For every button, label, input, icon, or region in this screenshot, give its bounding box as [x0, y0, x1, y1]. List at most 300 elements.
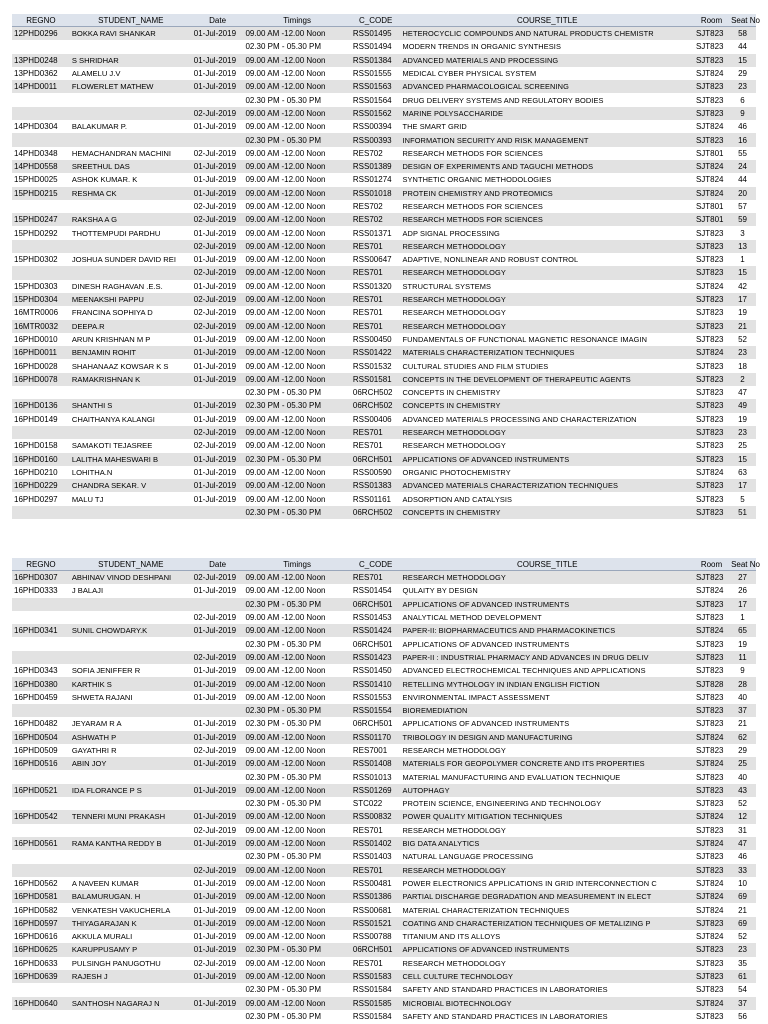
- course-code-cell: RSS01410: [351, 677, 401, 690]
- table-row: [12, 133, 756, 146]
- timings-cell: 09.00 AM -12.00 Noon: [243, 306, 350, 319]
- seat-no-cell: 69: [729, 890, 756, 903]
- regno-cell: [12, 850, 70, 863]
- regno-cell: [12, 386, 70, 399]
- table-row: [12, 54, 756, 67]
- room-cell: SJT823: [694, 54, 729, 67]
- date-cell: 01-Jul-2019: [192, 359, 244, 372]
- date-cell: 01-Jul-2019: [192, 757, 244, 770]
- date-cell: 01-Jul-2019: [192, 160, 244, 173]
- regno-cell: 16PHD0333: [12, 584, 70, 597]
- student-name-cell: SUNIL CHOWDARY.K: [70, 624, 192, 637]
- regno-cell: [12, 704, 70, 717]
- regno-cell: 15PHD0247: [12, 213, 70, 226]
- date-cell: 02-Jul-2019: [192, 744, 244, 757]
- room-cell: SJT824: [694, 187, 729, 200]
- course-title-cell: APPLICATIONS OF ADVANCED INSTRUMENTS: [400, 453, 693, 466]
- room-cell: SJT823: [694, 864, 729, 877]
- timings-cell: 09.00 AM -12.00 Noon: [243, 426, 350, 439]
- course-title-cell: ADVANCED ELECTROCHEMICAL TECHNIQUES AND APPLICATIONS: [400, 664, 693, 677]
- regno-cell: 12PHD0296: [12, 27, 70, 41]
- room-cell: SJT824: [694, 997, 729, 1010]
- student-name-cell: THOTTEMPUDI PARDHU: [70, 226, 192, 239]
- seat-no-cell: 15: [729, 266, 756, 279]
- regno-cell: 15PHD0025: [12, 173, 70, 186]
- room-cell: SJT823: [694, 957, 729, 970]
- table-row: [12, 651, 756, 664]
- regno-cell: 16PHD0582: [12, 903, 70, 916]
- date-cell: 01-Jul-2019: [192, 54, 244, 67]
- room-cell: SJT823: [694, 386, 729, 399]
- seat-no-cell: 11: [729, 651, 756, 664]
- header-timings: Timings: [243, 14, 350, 27]
- seat-no-cell: 44: [729, 173, 756, 186]
- regno-cell: 16PHD0297: [12, 492, 70, 505]
- student-name-cell: ASHOK KUMAR. K: [70, 173, 192, 186]
- date-cell: 01-Jul-2019: [192, 80, 244, 93]
- table-row: [12, 147, 756, 160]
- timings-cell: 09.00 AM -12.00 Noon: [243, 784, 350, 797]
- student-name-cell: AKKULA MURALI: [70, 930, 192, 943]
- room-cell: SJT823: [694, 492, 729, 505]
- room-cell: SJT823: [694, 637, 729, 650]
- table-row: [12, 466, 756, 479]
- timings-cell: 09.00 AM -12.00 Noon: [243, 611, 350, 624]
- regno-cell: 16PHD0078: [12, 373, 70, 386]
- regno-cell: 16PHD0597: [12, 917, 70, 930]
- regno-cell: [12, 40, 70, 53]
- student-name-cell: HEMACHANDRAN MACHINI: [70, 147, 192, 160]
- student-name-cell: A NAVEEN KUMAR: [70, 877, 192, 890]
- course-code-cell: RSS01563: [351, 80, 401, 93]
- regno-cell: 16PHD0633: [12, 957, 70, 970]
- timings-cell: 09.00 AM -12.00 Noon: [243, 731, 350, 744]
- course-code-cell: 06RCH501: [351, 637, 401, 650]
- course-code-cell: 06RCH501: [351, 717, 401, 730]
- timings-cell: 09.00 AM -12.00 Noon: [243, 466, 350, 479]
- student-name-cell: RESHMA CK: [70, 187, 192, 200]
- regno-cell: 16PHD0158: [12, 439, 70, 452]
- regno-cell: [12, 864, 70, 877]
- timings-cell: 09.00 AM -12.00 Noon: [243, 359, 350, 372]
- seat-no-cell: 23: [729, 346, 756, 359]
- course-title-cell: ANALYTICAL METHOD DEVELOPMENT: [400, 611, 693, 624]
- table-row: [12, 890, 756, 903]
- timings-cell: 02.30 PM - 05.30 PM: [243, 983, 350, 996]
- date-cell: 01-Jul-2019: [192, 970, 244, 983]
- room-cell: SJT823: [694, 80, 729, 93]
- student-name-cell: THIYAGARAJAN K: [70, 917, 192, 930]
- room-cell: SJT823: [694, 266, 729, 279]
- table-row: [12, 213, 756, 226]
- date-cell: 02-Jul-2019: [192, 651, 244, 664]
- room-cell: SJT823: [694, 240, 729, 253]
- room-cell: SJT823: [694, 691, 729, 704]
- regno-cell: 16PHD0509: [12, 744, 70, 757]
- table-row: [12, 67, 756, 80]
- header-course-code: C_CODE: [351, 14, 401, 27]
- timings-cell: 09.00 AM -12.00 Noon: [243, 346, 350, 359]
- seat-no-cell: 40: [729, 770, 756, 783]
- course-title-cell: MATERIAL CHARACTERIZATION TECHNIQUES: [400, 903, 693, 916]
- room-cell: SJT823: [694, 744, 729, 757]
- date-cell: [192, 386, 244, 399]
- table-row: [12, 266, 756, 279]
- course-title-cell: PARTIAL DISCHARGE DEGRADATION AND MEASUREMENT IN ELECT: [400, 890, 693, 903]
- date-cell: 01-Jul-2019: [192, 717, 244, 730]
- course-code-cell: STC022: [351, 797, 401, 810]
- table-row: [12, 970, 756, 983]
- date-cell: [192, 983, 244, 996]
- course-code-cell: RES701: [351, 957, 401, 970]
- date-cell: 02-Jul-2019: [192, 240, 244, 253]
- room-cell: SJT801: [694, 200, 729, 213]
- course-code-cell: RSS01422: [351, 346, 401, 359]
- course-title-cell: MODERN TRENDS IN ORGANIC SYNTHESIS: [400, 40, 693, 53]
- seat-no-cell: 25: [729, 439, 756, 452]
- date-cell: 01-Jul-2019: [192, 877, 244, 890]
- course-title-cell: RESEARCH METHODOLOGY: [400, 571, 693, 585]
- course-code-cell: RSS00590: [351, 466, 401, 479]
- course-code-cell: RSS00406: [351, 413, 401, 426]
- course-title-cell: SAFETY AND STANDARD PRACTICES IN LABORATORIES: [400, 1010, 693, 1023]
- student-name-cell: [70, 704, 192, 717]
- timings-cell: 09.00 AM -12.00 Noon: [243, 253, 350, 266]
- seat-no-cell: 54: [729, 983, 756, 996]
- course-code-cell: RSS00832: [351, 810, 401, 823]
- date-cell: 01-Jul-2019: [192, 280, 244, 293]
- timings-cell: 09.00 AM -12.00 Noon: [243, 147, 350, 160]
- student-name-cell: ARUN KRISHNAN M P: [70, 333, 192, 346]
- course-code-cell: RSS01371: [351, 226, 401, 239]
- student-name-cell: ASHWATH P: [70, 731, 192, 744]
- course-title-cell: TRIBOLOGY IN DESIGN AND MANUFACTURING: [400, 731, 693, 744]
- regno-cell: [12, 240, 70, 253]
- regno-cell: [12, 797, 70, 810]
- course-title-cell: RESEARCH METHODOLOGY: [400, 439, 693, 452]
- student-name-cell: [70, 107, 192, 120]
- course-code-cell: RSS01584: [351, 983, 401, 996]
- course-code-cell: 06RCH501: [351, 943, 401, 956]
- header-regno: REGNO: [12, 558, 70, 571]
- date-cell: 01-Jul-2019: [192, 691, 244, 704]
- date-cell: [192, 93, 244, 106]
- seat-no-cell: 51: [729, 506, 756, 519]
- timings-cell: 02.30 PM - 05.30 PM: [243, 704, 350, 717]
- header-course-title: COURSE_TITLE: [400, 558, 693, 571]
- table-row: [12, 200, 756, 213]
- seat-no-cell: 18: [729, 359, 756, 372]
- room-cell: SJT823: [694, 413, 729, 426]
- seat-no-cell: 15: [729, 54, 756, 67]
- date-cell: 01-Jul-2019: [192, 664, 244, 677]
- seat-no-cell: 59: [729, 213, 756, 226]
- seat-no-cell: 9: [729, 664, 756, 677]
- table-row: [12, 439, 756, 452]
- seat-no-cell: 43: [729, 784, 756, 797]
- regno-cell: 14PHD0304: [12, 120, 70, 133]
- regno-cell: [12, 598, 70, 611]
- date-cell: 02-Jul-2019: [192, 320, 244, 333]
- date-cell: 02-Jul-2019: [192, 107, 244, 120]
- table-row: [12, 1010, 756, 1023]
- regno-cell: 15PHD0292: [12, 226, 70, 239]
- seat-no-cell: 62: [729, 731, 756, 744]
- date-cell: 01-Jul-2019: [192, 399, 244, 412]
- seat-no-cell: 13: [729, 240, 756, 253]
- room-cell: SJT823: [694, 571, 729, 585]
- timings-cell: 09.00 AM -12.00 Noon: [243, 677, 350, 690]
- course-code-cell: RSS00450: [351, 333, 401, 346]
- course-code-cell: 06RCH501: [351, 598, 401, 611]
- course-code-cell: RSS01274: [351, 173, 401, 186]
- course-code-cell: RSS01013: [351, 770, 401, 783]
- seat-no-cell: 24: [729, 160, 756, 173]
- table-row: [12, 80, 756, 93]
- timings-cell: 09.00 AM -12.00 Noon: [243, 997, 350, 1010]
- date-cell: 01-Jul-2019: [192, 731, 244, 744]
- table-row: [12, 930, 756, 943]
- timings-cell: 02.30 PM - 05.30 PM: [243, 598, 350, 611]
- regno-cell: [12, 637, 70, 650]
- seat-no-cell: 23: [729, 80, 756, 93]
- header-room: Room: [694, 558, 729, 571]
- course-code-cell: RSS01384: [351, 54, 401, 67]
- date-cell: 01-Jul-2019: [192, 479, 244, 492]
- course-title-cell: PROTEIN CHEMISTRY AND PROTEOMICS: [400, 187, 693, 200]
- course-title-cell: MICROBIAL BIOTECHNOLOGY: [400, 997, 693, 1010]
- table-row: [12, 373, 756, 386]
- regno-cell: 15PHD0303: [12, 280, 70, 293]
- header-date: Date: [192, 14, 244, 27]
- timings-cell: 09.00 AM -12.00 Noon: [243, 54, 350, 67]
- seat-no-cell: 69: [729, 917, 756, 930]
- course-title-cell: RESEARCH METHODOLOGY: [400, 306, 693, 319]
- schedule-body-1: [12, 27, 756, 519]
- student-name-cell: JEYARAM R A: [70, 717, 192, 730]
- room-cell: SJT828: [694, 677, 729, 690]
- course-code-cell: RSS01423: [351, 651, 401, 664]
- table-row: [12, 386, 756, 399]
- student-name-cell: ABIN JOY: [70, 757, 192, 770]
- student-name-cell: [70, 850, 192, 863]
- regno-cell: 16PHD0341: [12, 624, 70, 637]
- student-name-cell: BALAMURUGAN. H: [70, 890, 192, 903]
- regno-cell: [12, 93, 70, 106]
- schedule-table-2: [12, 558, 760, 1023]
- course-code-cell: RSS01562: [351, 107, 401, 120]
- date-cell: 02-Jul-2019: [192, 611, 244, 624]
- course-title-cell: MATERIAL MANUFACTURING AND EVALUATION TECHNIQUE: [400, 770, 693, 783]
- course-code-cell: RES701: [351, 266, 401, 279]
- date-cell: 02-Jul-2019: [192, 957, 244, 970]
- seat-no-cell: 29: [729, 744, 756, 757]
- room-cell: SJT823: [694, 983, 729, 996]
- seat-no-cell: 33: [729, 864, 756, 877]
- student-name-cell: [70, 240, 192, 253]
- course-title-cell: ADAPTIVE, NONLINEAR AND ROBUST CONTROL: [400, 253, 693, 266]
- seat-no-cell: 16: [729, 133, 756, 146]
- student-name-cell: [70, 200, 192, 213]
- course-title-cell: DESIGN OF EXPERIMENTS AND TAGUCHI METHODS: [400, 160, 693, 173]
- room-cell: SJT824: [694, 930, 729, 943]
- header-room: Room: [694, 14, 729, 27]
- date-cell: 01-Jul-2019: [192, 677, 244, 690]
- room-cell: SJT824: [694, 120, 729, 133]
- timings-cell: 09.00 AM -12.00 Noon: [243, 226, 350, 239]
- timings-cell: 09.00 AM -12.00 Noon: [243, 320, 350, 333]
- regno-cell: 16PHD0639: [12, 970, 70, 983]
- course-title-cell: ADVANCED PHARMACOLOGICAL SCREENING: [400, 80, 693, 93]
- seat-no-cell: 21: [729, 903, 756, 916]
- date-cell: [192, 850, 244, 863]
- table-row: [12, 664, 756, 677]
- course-title-cell: APPLICATIONS OF ADVANCED INSTRUMENTS: [400, 717, 693, 730]
- room-cell: SJT823: [694, 611, 729, 624]
- timings-cell: 09.00 AM -12.00 Noon: [243, 240, 350, 253]
- course-code-cell: RES701: [351, 864, 401, 877]
- student-name-cell: RAMAKRISHNAN K: [70, 373, 192, 386]
- timings-cell: 02.30 PM - 05.30 PM: [243, 770, 350, 783]
- course-code-cell: RES702: [351, 200, 401, 213]
- course-title-cell: CELL CULTURE TECHNOLOGY: [400, 970, 693, 983]
- course-code-cell: RSS00681: [351, 903, 401, 916]
- course-title-cell: CONCEPTS IN CHEMISTRY: [400, 399, 693, 412]
- timings-cell: 02.30 PM - 05.30 PM: [243, 453, 350, 466]
- table-row: [12, 293, 756, 306]
- seat-no-cell: 52: [729, 333, 756, 346]
- room-cell: SJT824: [694, 810, 729, 823]
- course-title-cell: THE SMART GRID: [400, 120, 693, 133]
- room-cell: SJT824: [694, 837, 729, 850]
- seat-no-cell: 55: [729, 147, 756, 160]
- seat-no-cell: 65: [729, 624, 756, 637]
- regno-cell: 16PHD0380: [12, 677, 70, 690]
- room-cell: SJT823: [694, 917, 729, 930]
- seat-no-cell: 19: [729, 306, 756, 319]
- regno-cell: 16PHD0010: [12, 333, 70, 346]
- timings-cell: 09.00 AM -12.00 Noon: [243, 864, 350, 877]
- student-name-cell: BENJAMIN ROHIT: [70, 346, 192, 359]
- course-code-cell: RES701: [351, 439, 401, 452]
- seat-no-cell: 6: [729, 93, 756, 106]
- seat-no-cell: 25: [729, 757, 756, 770]
- date-cell: 02-Jul-2019: [192, 266, 244, 279]
- table-row: [12, 93, 756, 106]
- course-title-cell: MEDICAL CYBER PHYSICAL SYSTEM: [400, 67, 693, 80]
- table-row: [12, 957, 756, 970]
- seat-no-cell: 29: [729, 67, 756, 80]
- course-code-cell: 06RCH502: [351, 386, 401, 399]
- timings-cell: 09.00 AM -12.00 Noon: [243, 810, 350, 823]
- table-row: [12, 877, 756, 890]
- seat-no-cell: 19: [729, 637, 756, 650]
- seat-no-cell: 2: [729, 373, 756, 386]
- timings-cell: 02.30 PM - 05.30 PM: [243, 40, 350, 53]
- table-row: [12, 717, 756, 730]
- room-cell: SJT823: [694, 479, 729, 492]
- student-name-cell: MALU TJ: [70, 492, 192, 505]
- student-name-cell: DINESH RAGHAVAN .E.S.: [70, 280, 192, 293]
- table-row: [12, 306, 756, 319]
- room-cell: SJT823: [694, 359, 729, 372]
- room-cell: SJT824: [694, 67, 729, 80]
- student-name-cell: CHAITHANYA KALANGI: [70, 413, 192, 426]
- student-name-cell: [70, 93, 192, 106]
- course-code-cell: RSS01554: [351, 704, 401, 717]
- schedule-body-2: [12, 571, 756, 1024]
- student-name-cell: [70, 797, 192, 810]
- room-cell: SJT824: [694, 890, 729, 903]
- course-title-cell: ORGANIC PHOTOCHEMISTRY: [400, 466, 693, 479]
- table-row: [12, 584, 756, 597]
- seat-no-cell: 40: [729, 691, 756, 704]
- table-row: [12, 453, 756, 466]
- header-date: Date: [192, 558, 244, 571]
- table-row: [12, 797, 756, 810]
- course-title-cell: MATERIALS CHARACTERIZATION TECHNIQUES: [400, 346, 693, 359]
- room-cell: SJT823: [694, 40, 729, 53]
- timings-cell: 09.00 AM -12.00 Noon: [243, 333, 350, 346]
- table-row: [12, 40, 756, 53]
- course-code-cell: RSS00394: [351, 120, 401, 133]
- seat-no-cell: 10: [729, 877, 756, 890]
- regno-cell: 16PHD0616: [12, 930, 70, 943]
- seat-no-cell: 5: [729, 492, 756, 505]
- timings-cell: 09.00 AM -12.00 Noon: [243, 584, 350, 597]
- student-name-cell: SHAHANAAZ KOWSAR K S: [70, 359, 192, 372]
- course-title-cell: RESEARCH METHODOLOGY: [400, 320, 693, 333]
- timings-cell: 09.00 AM -12.00 Noon: [243, 890, 350, 903]
- timings-cell: 09.00 AM -12.00 Noon: [243, 970, 350, 983]
- course-title-cell: CONCEPTS IN CHEMISTRY: [400, 386, 693, 399]
- course-code-cell: RES701: [351, 240, 401, 253]
- regno-cell: 16MTR0006: [12, 306, 70, 319]
- timings-cell: 09.00 AM -12.00 Noon: [243, 917, 350, 930]
- course-code-cell: RES701: [351, 293, 401, 306]
- room-cell: SJT823: [694, 107, 729, 120]
- date-cell: [192, 797, 244, 810]
- course-code-cell: RES701: [351, 320, 401, 333]
- seat-no-cell: 17: [729, 293, 756, 306]
- course-title-cell: QULAITY BY DESIGN: [400, 584, 693, 597]
- student-name-cell: KARTHIK S: [70, 677, 192, 690]
- timings-cell: 02.30 PM - 05.30 PM: [243, 850, 350, 863]
- timings-cell: 02.30 PM - 05.30 PM: [243, 93, 350, 106]
- course-title-cell: CONCEPTS IN THE DEVELOPMENT OF THERAPEUTIC AGENTS: [400, 373, 693, 386]
- student-name-cell: BALAKUMAR P.: [70, 120, 192, 133]
- room-cell: SJT823: [694, 399, 729, 412]
- date-cell: 02-Jul-2019: [192, 293, 244, 306]
- table-row: [12, 810, 756, 823]
- room-cell: SJT823: [694, 93, 729, 106]
- table-row: [12, 506, 756, 519]
- seat-no-cell: 46: [729, 120, 756, 133]
- date-cell: 02-Jul-2019: [192, 426, 244, 439]
- room-cell: SJT823: [694, 426, 729, 439]
- course-title-cell: RESEARCH METHODS FOR SCIENCES: [400, 213, 693, 226]
- regno-cell: 16PHD0640: [12, 997, 70, 1010]
- seat-no-cell: 20: [729, 187, 756, 200]
- course-code-cell: RSS01402: [351, 837, 401, 850]
- date-cell: 01-Jul-2019: [192, 466, 244, 479]
- date-cell: 01-Jul-2019: [192, 413, 244, 426]
- table-row: [12, 226, 756, 239]
- course-title-cell: ADSORPTION AND CATALYSIS: [400, 492, 693, 505]
- timings-cell: 09.00 AM -12.00 Noon: [243, 200, 350, 213]
- table-row: [12, 598, 756, 611]
- date-cell: [192, 598, 244, 611]
